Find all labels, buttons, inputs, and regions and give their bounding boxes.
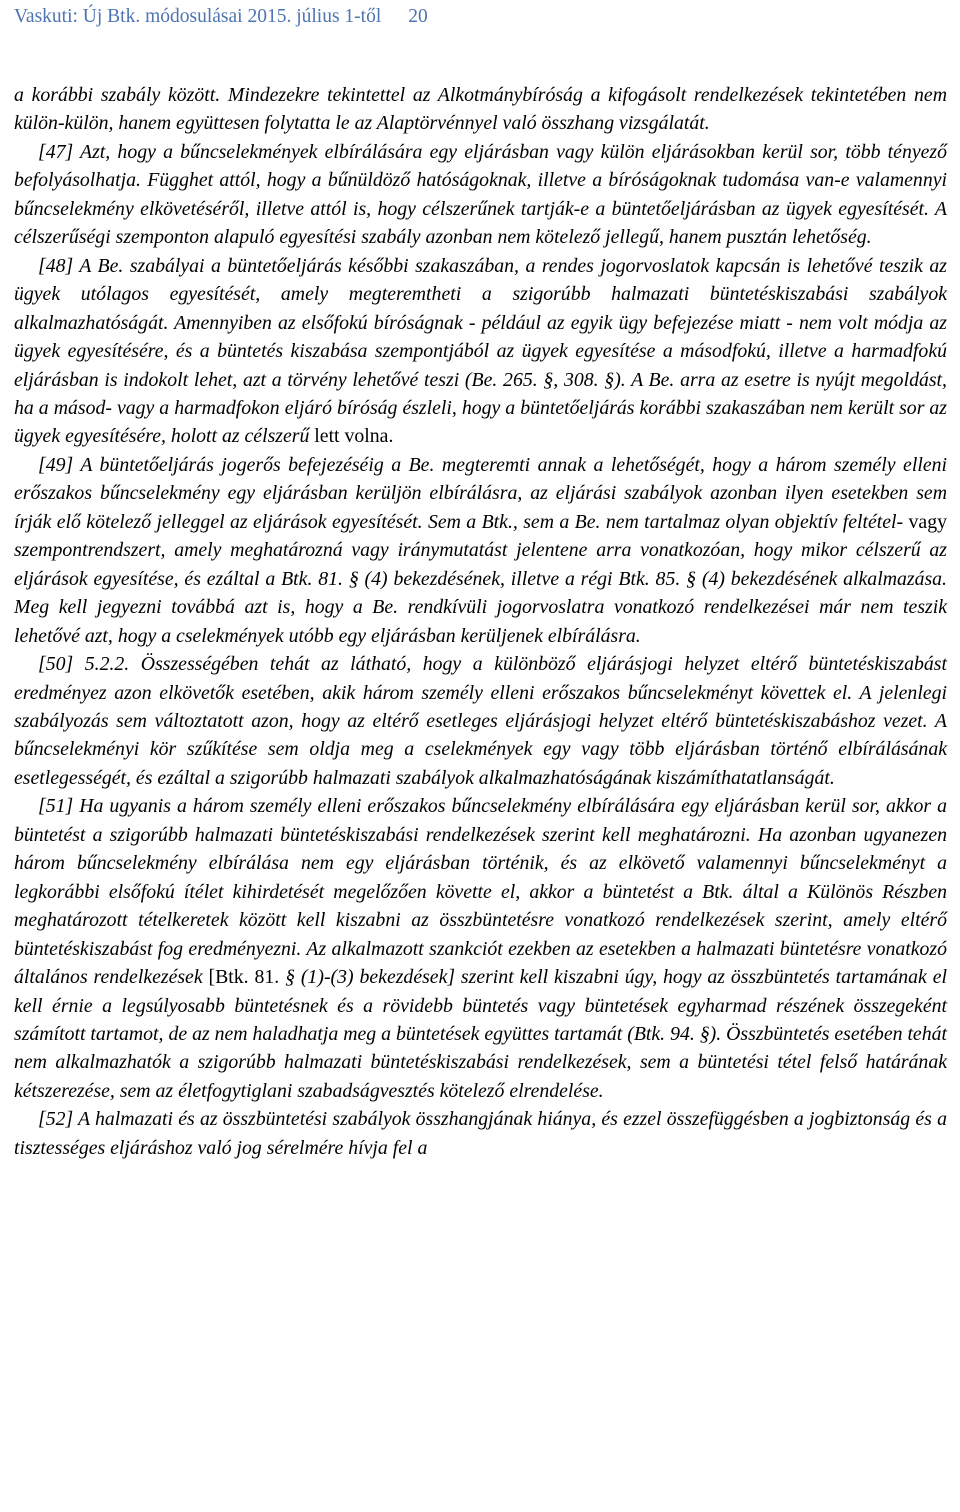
text-segment: § (1)-(3) bekezdések] szerint kell kiszabni úgy, hogy az összbüntetés tartamának el kell érnie a legsúlyosabb büntetésnek és a rövidebb büntetés vagy büntetések egyharmad részének összegeként számított tartamot, de az nem haladhatja meg a büntetések együttes tartamát (Btk. 94. §). Összbüntetés esetében tehát nem alkalmazhatók a szigorúbb halmazati büntetéskiszabási rendelkezések, sem a büntetési tétel felső határának kétszerezése, sem az életfogytiglani szabadságvesztés kötelező elrendelése. — [14, 966, 947, 1102]
text-segment: szempontrendszert, amely meghatározná vagy iránymutatást jelentene arra vonatkozóan, hogy mikor célszerű az eljárások egyesítése, és ezáltal a Btk. 81. § (4) bekezdésének, illetve a régi Btk. 85. § (4) bekezdésének alkalmazása. Meg kell jegyezni továbbá azt is, hogy a Be. rendkívüli jogorvoslatra vonatkozó rendelkezései már nem teszik lehetővé azt, hogy a cselekmények utóbb egy eljárásban kerüljenek elbírálásra. — [14, 539, 947, 647]
text-segment: a korábbi szabály között. Mindezekre tekintettel az Alkotmánybíróság a kifogásolt rendelkezések tekintetében nem külön-külön, hanem együttesen folytatta le az Alaptörvénnyel való összhang vizsgálatát. — [14, 84, 947, 135]
paragraph-51 — [14, 792, 947, 1105]
paragraph-48 — [14, 252, 947, 451]
paragraph-49 — [14, 451, 947, 650]
paragraph-intro — [14, 81, 947, 138]
paragraph-47 — [14, 138, 947, 252]
paragraph-50 — [14, 650, 947, 792]
paragraph-52 — [14, 1105, 947, 1162]
text-segment: [Btk. 81. — [202, 966, 286, 989]
text-segment: [47] Azt, hogy a bűncselekmények elbírálására egy eljárásban vagy külön eljárásokban kerül sor, több tényező befolyásolhatja. Függhet attól, hogy a bűnüldöző hatóságoknak, illetve a bíróságoknak tudomása van-e valamennyi bűncselekmény elkövetéséről, illetve attól is, hogy célszerűnek tartják-e a büntetőeljárásban az ügyek egyesítését. A célszerűségi szemponton alapuló egyesítési szabály azonban nem kötelező jellegű, hanem pusztán lehetőség. — [14, 140, 947, 249]
page-number: 20 — [408, 6, 428, 27]
text-segment: [49] A büntetőeljárás jogerős befejezéséig a Be. megteremti annak a lehetőségét, hogy a három személy elleni erőszakos bűncselekmény egy eljárásban kerüljön elbírálásra, az eljárási szabályok azonban ilyen esetekben sem írják elő kötelező jelleggel az eljárások egyesítését. Sem a Btk., sem a Be. nem tartalmaz olyan objektív feltétel- — [14, 453, 947, 533]
text-segment: [50] 5.2.2. Összességében tehát az látható, hogy a különböző eljárásjogi helyzet eltérő büntetéskiszabást eredményez azon elkövetők esetében, akik három személy elleni erőszakos bűncselekményt követtek el. A jelenlegi szabályozás sem változtatott azon, hogy az eltérő esetleges eljárásjogi helyzet eltérő büntetéskiszabáshoz vezet. A bűncselekményi kör szűkítése sem oldja meg a cselekmények egy vagy több eljárásban történő elbírálásának esetlegességét, és ezáltal a szigorúbb halmazati szabályok alkalmazhatóságának kiszámíthatatlanságát. — [14, 653, 947, 789]
text-segment: lett volna. — [309, 425, 394, 448]
text-segment: [52] A halmazati és az összbüntetési szabályok összhangjának hiánya, és ezzel összefüggésben a jogbiztonság és a tisztességes eljáráshoz való jog sérelmére hívja fel a — [14, 1108, 947, 1159]
text-segment: [51] Ha ugyanis a három személy elleni erőszakos bűncselekmény elbírálására egy eljárásban kerül sor, akkor a büntetést a szigorúbb halmazati büntetéskiszabási rendelkezések szerint kell meghatározni. Ha azonban ugyanezen három bűncselekmény elbírálása nem egy eljárásban történik, és az elkövető valamennyi bűncselekményt a legkorábbi elsőfokú ítélet kihirdetését megelőzően követte el, akkor a büntetést a Btk. által a Különös Részben meghatározott tételkeretek között kell kiszabni az összbüntetésre vonatkozó rendelkezések szerint, amely eltérő büntetéskiszabást fog eredményezni. Az alkalmazott szankciót ezekben az esetekben a halmazati büntetésre vonatkozó általános rendelkezések — [14, 795, 947, 989]
document-title: Vaskuti: Új Btk. módosulásai 2015. július 1-től — [14, 6, 382, 27]
page-header — [14, 2, 428, 32]
page-body — [14, 81, 947, 1162]
text-segment: [48] A Be. szabályai a büntetőeljárás későbbi szakaszában, a rendes jogorvoslatok kapcsán is lehetővé teszik az ügyek utólagos egyesítését, amely megteremtheti a szigorúbb halmazati büntetéskiszabási szabályok alkalmazhatóságát. Amennyiben az elsőfokú bíróságnak - például az egyik ügy befejezése miatt - nem volt módja az ügyek egyesítésére, és a büntetés kiszabása szempontjából az ügyek egyesítése a másodfokú, illetve a harmadfokú eljárásban is indokolt lehet, azt a törvény lehetővé teszi (Be. 265. §, 308. §). A Be. arra az esetre is nyújt megoldást, ha a másod- vagy a harmadfokon eljáró bíróság észleli, hogy a büntetőeljárás korábbi szakaszában nem került sor az ügyek egyesítésére, holott az célszerű — [14, 254, 947, 448]
text-segment: vagy — [903, 510, 947, 533]
